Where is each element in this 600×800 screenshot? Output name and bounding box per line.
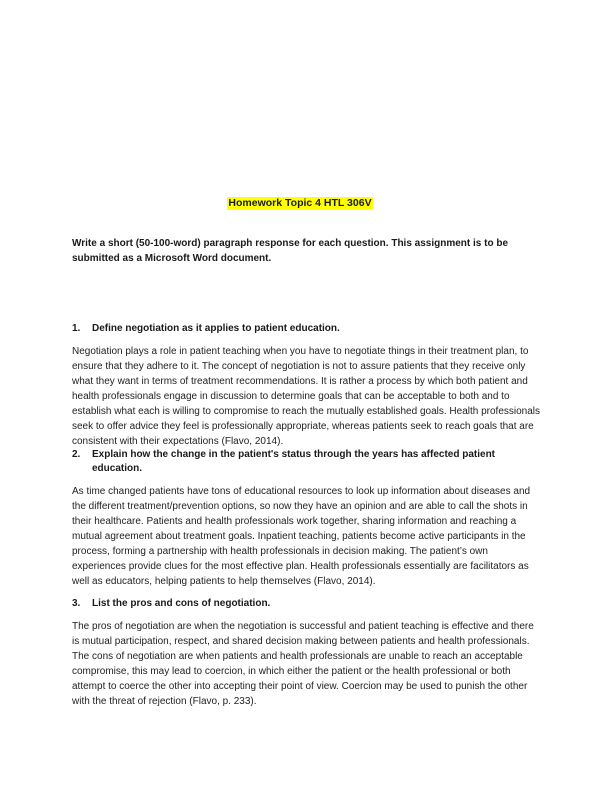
question-number: 3. xyxy=(72,598,81,609)
question-text: Explain how the change in the patient's status through the years has affected patient education. xyxy=(92,449,496,474)
question-heading xyxy=(72,322,542,336)
question-heading xyxy=(72,597,542,611)
answer-paragraph: The pros of negotiation are when the negotiation is successful and patient teaching is effective and there is mutual participation, respect, and shared decision making between patients and health professionals. The cons of negotiation are when patients and health professionals are unable to reach an acceptable compromise, this may lead to coercion, in which either the patient or the health professional or both attempt to coerce the other into accepting their point of view. Coercion may be used to punish the other with the threat of rejection (Flavo, p. 233). xyxy=(72,621,534,707)
question-section-1 xyxy=(72,322,542,449)
answer-paragraph: Negotiation plays a role in patient teaching when you have to negotiate things in their treatment plan, to ensure that they adhere to it. The concept of negotiation is not to assure patients that they receive only what they want in terms of treatment recommendations. It is rather a process by which both patient and health professionals engage in discussion to determine goals that can be acceptable to both and to establish what each is willing to compromise to reach the mutually established goals. Health professionals seek to offer advice they feel is professionally appropriate, whereas patients seek to reach goals that are consistent with their expectations (Flavo, 2014). xyxy=(72,346,541,447)
document-title: Homework Topic 4 HTL 306V xyxy=(228,197,372,209)
question-number: 2. xyxy=(72,449,81,460)
question-text: List the pros and cons of negotiation. xyxy=(92,598,271,609)
question-section-2 xyxy=(72,448,542,589)
question-section-3 xyxy=(72,597,542,709)
answer-paragraph: As time changed patients have tons of educational resources to look up information about diseases and the different treatment/prevention options, so now they have an opinion and are able to call the shots in their healthcare. Patients and health professionals work together, sharing information and reaching a mutual agreement about treatment goals. Inpatient teaching, patients become active participants in the process, forming a partnership with health professionals in decision making. The patient’s own experiences provide clues for the most effective plan. Health professionals essentially are facilitators as well as educators, helping patients to help themselves (Flavo, 2014). xyxy=(72,486,531,587)
question-number: 1. xyxy=(72,323,81,334)
question-text: Define negotiation as it applies to patient education. xyxy=(92,323,340,334)
title-container xyxy=(0,193,600,211)
instructions-text: Write a short (50-100-word) paragraph response for each question. This assignment is to be submitted as a Microsoft Word document. xyxy=(72,238,509,264)
question-heading xyxy=(72,448,542,476)
